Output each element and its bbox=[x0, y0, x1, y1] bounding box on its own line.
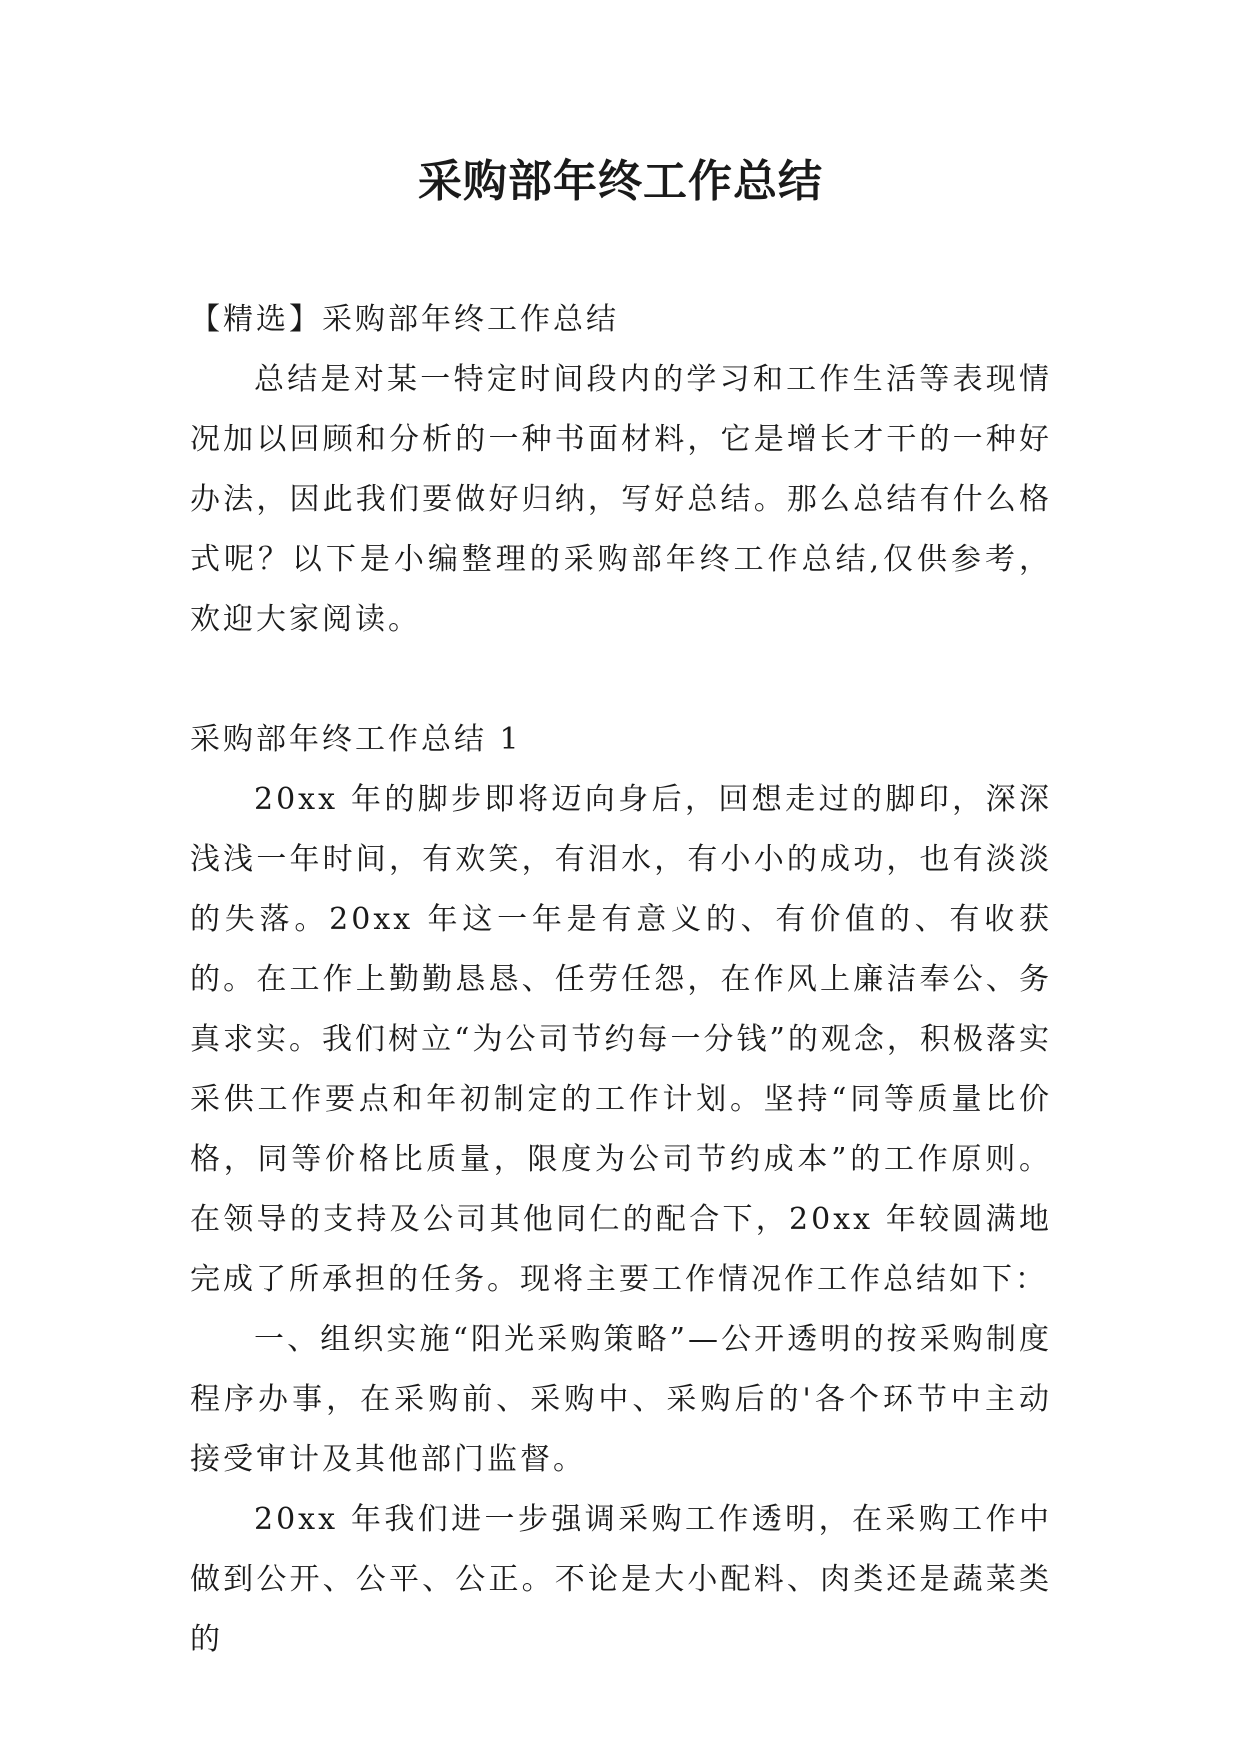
body-paragraph-3: 20xx 年我们进一步强调采购工作透明，在采购工作中做到公开、公平、公正。不论是大小配料、肉类还是蔬菜类的 bbox=[190, 1502, 1052, 1657]
intro-paragraph: 总结是对某一特定时间段内的学习和工作生活等表现情况加以回顾和分析的一种书面材料，它是增长才干的一种好办法，因此我们要做好归纳，写好总结。那么总结有什么格式呢？以下是小编整理的采购部年终工作总结,仅供参考，欢迎大家阅读。 bbox=[190, 362, 1052, 637]
section-spacer bbox=[190, 650, 1052, 710]
body-paragraph-2: 一、组织实施“阳光采购策略”—公开透明的按采购制度程序办事，在采购前、采购中、采购后的'各个环节中主动接受审计及其他部门监督。 bbox=[190, 1322, 1052, 1477]
document-title: 采购部年终工作总结 bbox=[418, 156, 823, 207]
section-heading: 采购部年终工作总结 1 bbox=[190, 722, 522, 757]
intro-heading: 【精选】采购部年终工作总结 bbox=[190, 302, 619, 337]
body-paragraph-1: 20xx 年的脚步即将迈向身后，回想走过的脚印，深深浅浅一年时间，有欢笑，有泪水，有小小的成功，也有淡淡的失落。20xx 年这一年是有意义的、有价值的、有收获的。在工作上勤勤恳恳、任劳任怨，在作风上廉洁奉公、务真求实。我们树立“为公司节约每一分钱”的观念，积极落实采供工作要点和年初制定的工作计划。坚持“同等质量比价格，同等价格比质量，限度为公司节约成本”的工作原则。在领导的支持及公司其他同仁的配合下，20xx 年较圆满地完成了所承担的任务。现将主要工作情况作工作总结如下： bbox=[190, 782, 1052, 1297]
document-body bbox=[190, 290, 1052, 1670]
